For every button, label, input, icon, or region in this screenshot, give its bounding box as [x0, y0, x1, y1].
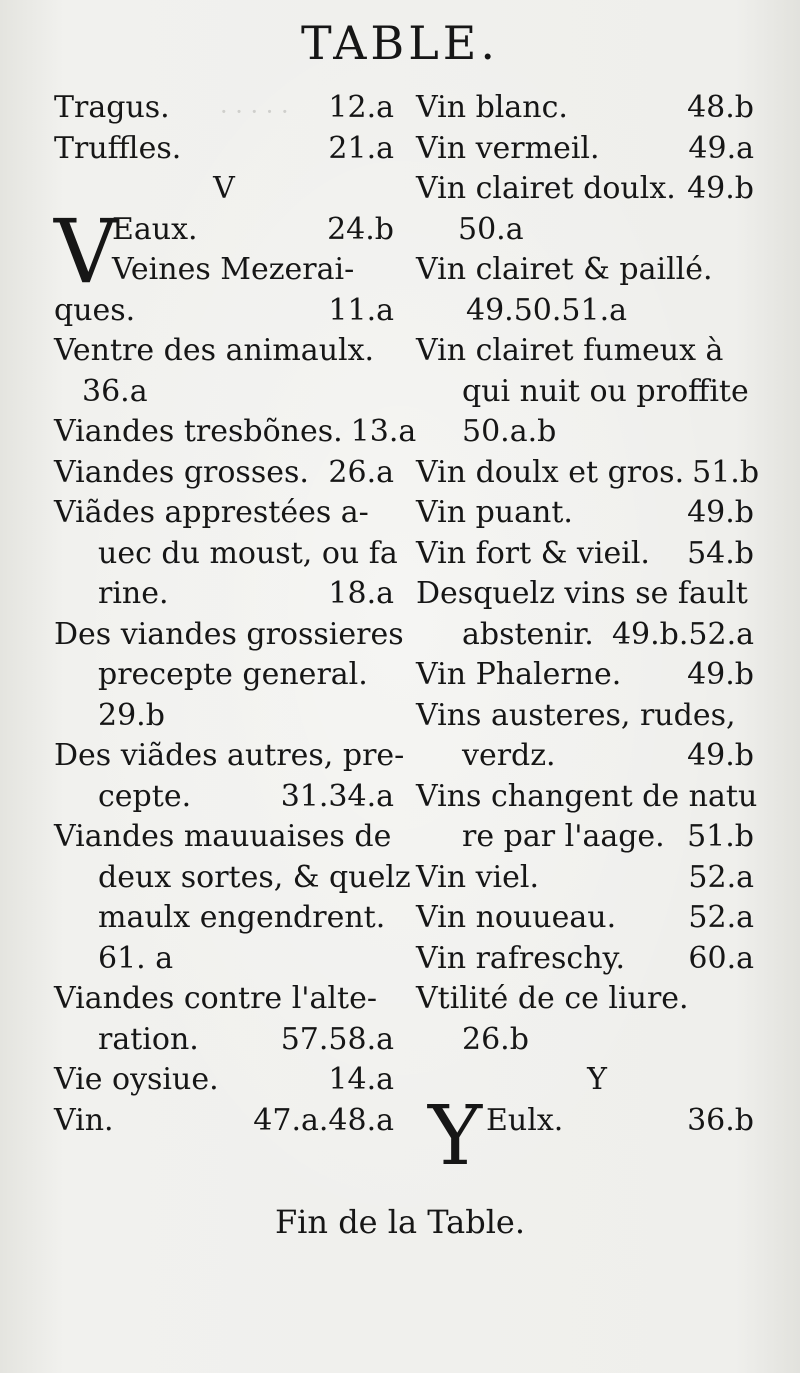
index-entry: [54, 615, 404, 656]
entry-continuation: [416, 412, 754, 453]
index-entry: [54, 1060, 394, 1101]
entry-label: Viãdes apprestées a-: [54, 495, 369, 530]
entry-page: 11.a: [328, 292, 394, 328]
entry-page: 54.b: [687, 535, 754, 571]
entry-page: 49.a: [688, 130, 754, 166]
entry-label: maulx engendrent.: [98, 900, 386, 935]
entry-label: Des viãdes autres, pre-: [54, 738, 405, 773]
entry-label: Vin clairet fumeux à: [416, 333, 724, 368]
entry-continuation: [416, 817, 754, 858]
entry-label: Truffles.: [54, 130, 182, 166]
entry-continuation: [416, 291, 754, 332]
entry-label: uec du moust, ou fa: [98, 535, 398, 571]
entry-label: Vie oysiue.: [54, 1062, 219, 1097]
entry-label: Vin doulx et gros.: [416, 454, 685, 490]
entry-page: 26.a: [328, 454, 394, 490]
entry-page: 52.a: [688, 900, 754, 935]
entry-page: 51.b: [692, 454, 760, 490]
section-letter: Y: [587, 1062, 607, 1097]
index-entry: [416, 453, 760, 494]
index-entry: [416, 898, 754, 939]
entry-continuation: [416, 210, 754, 251]
entry-label: Vin puant.: [416, 495, 573, 530]
entry-label: Ventre des animaulx.: [54, 333, 375, 368]
entry-label: Desquelz vins se fault: [416, 576, 748, 611]
index-entry: [54, 979, 394, 1020]
entry-label: Vins changent de natu: [416, 778, 758, 814]
index-column-left: [54, 88, 417, 1141]
entry-label: Viandes tresbõnes.: [54, 414, 343, 449]
entry-page: 13.a: [350, 414, 417, 449]
index-entry: [416, 169, 754, 210]
entry-continuation: [416, 615, 754, 656]
entry-label: rine.: [98, 576, 169, 611]
entry-label: re par l'aage.: [462, 819, 665, 854]
index-entry: [416, 331, 754, 372]
entry-label: Viandes grosses.: [54, 454, 309, 490]
entry-page: 57.58.a: [280, 1021, 394, 1057]
entry-continuation: [54, 655, 394, 696]
entry-label: Viandes contre l'alte-: [54, 981, 377, 1016]
index-entry: [54, 1101, 394, 1142]
entry-page: 36.a: [82, 373, 148, 409]
entry-label: Vin fort & vieil.: [416, 535, 650, 571]
index-column-right: [416, 88, 760, 1184]
entry-label: qui nuit ou proffite: [462, 373, 749, 409]
entry-page: 14.a: [328, 1062, 394, 1097]
entry-page: 50.a.b: [462, 414, 557, 449]
dropcap-block: [416, 1088, 754, 1184]
entry-page: 61. a: [98, 940, 174, 976]
entry-label: Vin rafreschy.: [416, 940, 626, 976]
entry-page: 49.b: [687, 738, 754, 773]
entry-page: 36.b: [687, 1102, 754, 1138]
entry-label: Vin vermeil.: [416, 130, 600, 166]
entry-page: 49.b: [687, 495, 754, 530]
entry-page: 49.50.51.a: [466, 292, 628, 328]
index-entry: [416, 858, 754, 899]
entry-label: ration.: [98, 1021, 199, 1057]
entry-label: Tragus.: [54, 90, 170, 125]
index-entry: [54, 736, 405, 777]
entry-page: 50.a: [458, 211, 524, 247]
index-entry: [416, 250, 754, 291]
dropcap-block: [54, 199, 394, 303]
entry-page: 31.34.a: [280, 778, 394, 814]
index-entry: [54, 88, 394, 129]
entry-label: Viandes mauuaises de: [54, 819, 392, 854]
entry-label: precepte general.: [98, 657, 368, 692]
entry-label: verdz.: [462, 738, 556, 773]
index-entry: [416, 777, 758, 818]
index-entry: [54, 817, 394, 858]
entry-label: Vin Phalerne.: [416, 657, 622, 692]
index-entry: [416, 129, 754, 170]
entry-label: Des viandes grossieres: [54, 616, 404, 652]
entry-label: Eulx.: [486, 1102, 564, 1138]
entry-continuation: [54, 898, 394, 939]
entry-page: 18.a: [328, 576, 394, 611]
entry-page: 49.b: [687, 171, 754, 206]
entry-page: 21.a: [328, 130, 394, 166]
entry-continuation: [416, 736, 754, 777]
entry-label: Veines Mezerai-: [112, 252, 355, 287]
index-entry: [416, 574, 754, 615]
entry-page: 48.b: [687, 90, 754, 125]
bleed-through-text: · · · · ·: [220, 98, 289, 126]
index-entry: [416, 534, 754, 575]
entry-page: 29.b: [98, 697, 165, 733]
entry-label: Eaux.: [112, 211, 198, 247]
entry-page: 24.b: [327, 211, 394, 247]
entry-continuation: [54, 777, 394, 818]
index-entry: [416, 655, 754, 696]
entry-label: ques.: [54, 292, 136, 328]
entry-label: Vin nouueau.: [416, 900, 617, 935]
entry-label: cepte.: [98, 778, 192, 814]
index-entry: [54, 129, 394, 170]
entry-continuation: [54, 696, 394, 737]
entry-continuation: [54, 858, 411, 899]
entry-page: 49.b: [687, 657, 754, 692]
entry-label: Vtilité de ce liure.: [416, 981, 689, 1016]
section-letter: V: [213, 171, 235, 206]
entry-page: 52.a: [688, 859, 754, 895]
entry-label: Vin clairet & paillé.: [416, 252, 713, 287]
entry-page: 49.b.52.a: [611, 616, 754, 652]
entry-label: Vin clairet doulx.: [416, 171, 676, 206]
drop-capital: Y: [428, 1088, 483, 1184]
entry-label: Vin viel.: [416, 859, 540, 895]
index-entry: [416, 493, 754, 534]
entry-continuation: [416, 1020, 754, 1061]
entry-page: 51.b: [687, 819, 754, 854]
entry-continuation: [54, 939, 394, 980]
entry-label: abstenir.: [462, 616, 594, 652]
index-entry: [416, 979, 754, 1020]
entry-continuation: [54, 574, 394, 615]
index-entry: [54, 331, 394, 372]
entry-continuation: [54, 534, 398, 575]
index-entry: [416, 696, 754, 737]
entry-page: 12.a: [328, 90, 394, 125]
entry-label: Vin blanc.: [416, 90, 568, 125]
index-entry: [416, 88, 754, 129]
entry-page: 26.b: [462, 1021, 529, 1057]
entry-label: deux sortes, & quelz: [98, 859, 411, 895]
entry-label: Vins austeres, rudes,: [416, 697, 736, 733]
entry-continuation: [54, 372, 394, 413]
index-entry: [54, 453, 394, 494]
entry-label: Vin.: [54, 1102, 114, 1138]
index-entry: [54, 493, 394, 534]
drop-capital: V: [54, 199, 118, 303]
entry-continuation: [416, 372, 754, 413]
index-entry: [416, 939, 754, 980]
page-footer: Fin de la Table.: [274, 1203, 526, 1241]
page-title: TABLE.: [301, 16, 499, 70]
entry-page: 47.a.48.a: [253, 1102, 394, 1138]
entry-page: 60.a: [688, 940, 754, 976]
entry-continuation: [54, 1020, 394, 1061]
index-entry: [54, 412, 417, 453]
